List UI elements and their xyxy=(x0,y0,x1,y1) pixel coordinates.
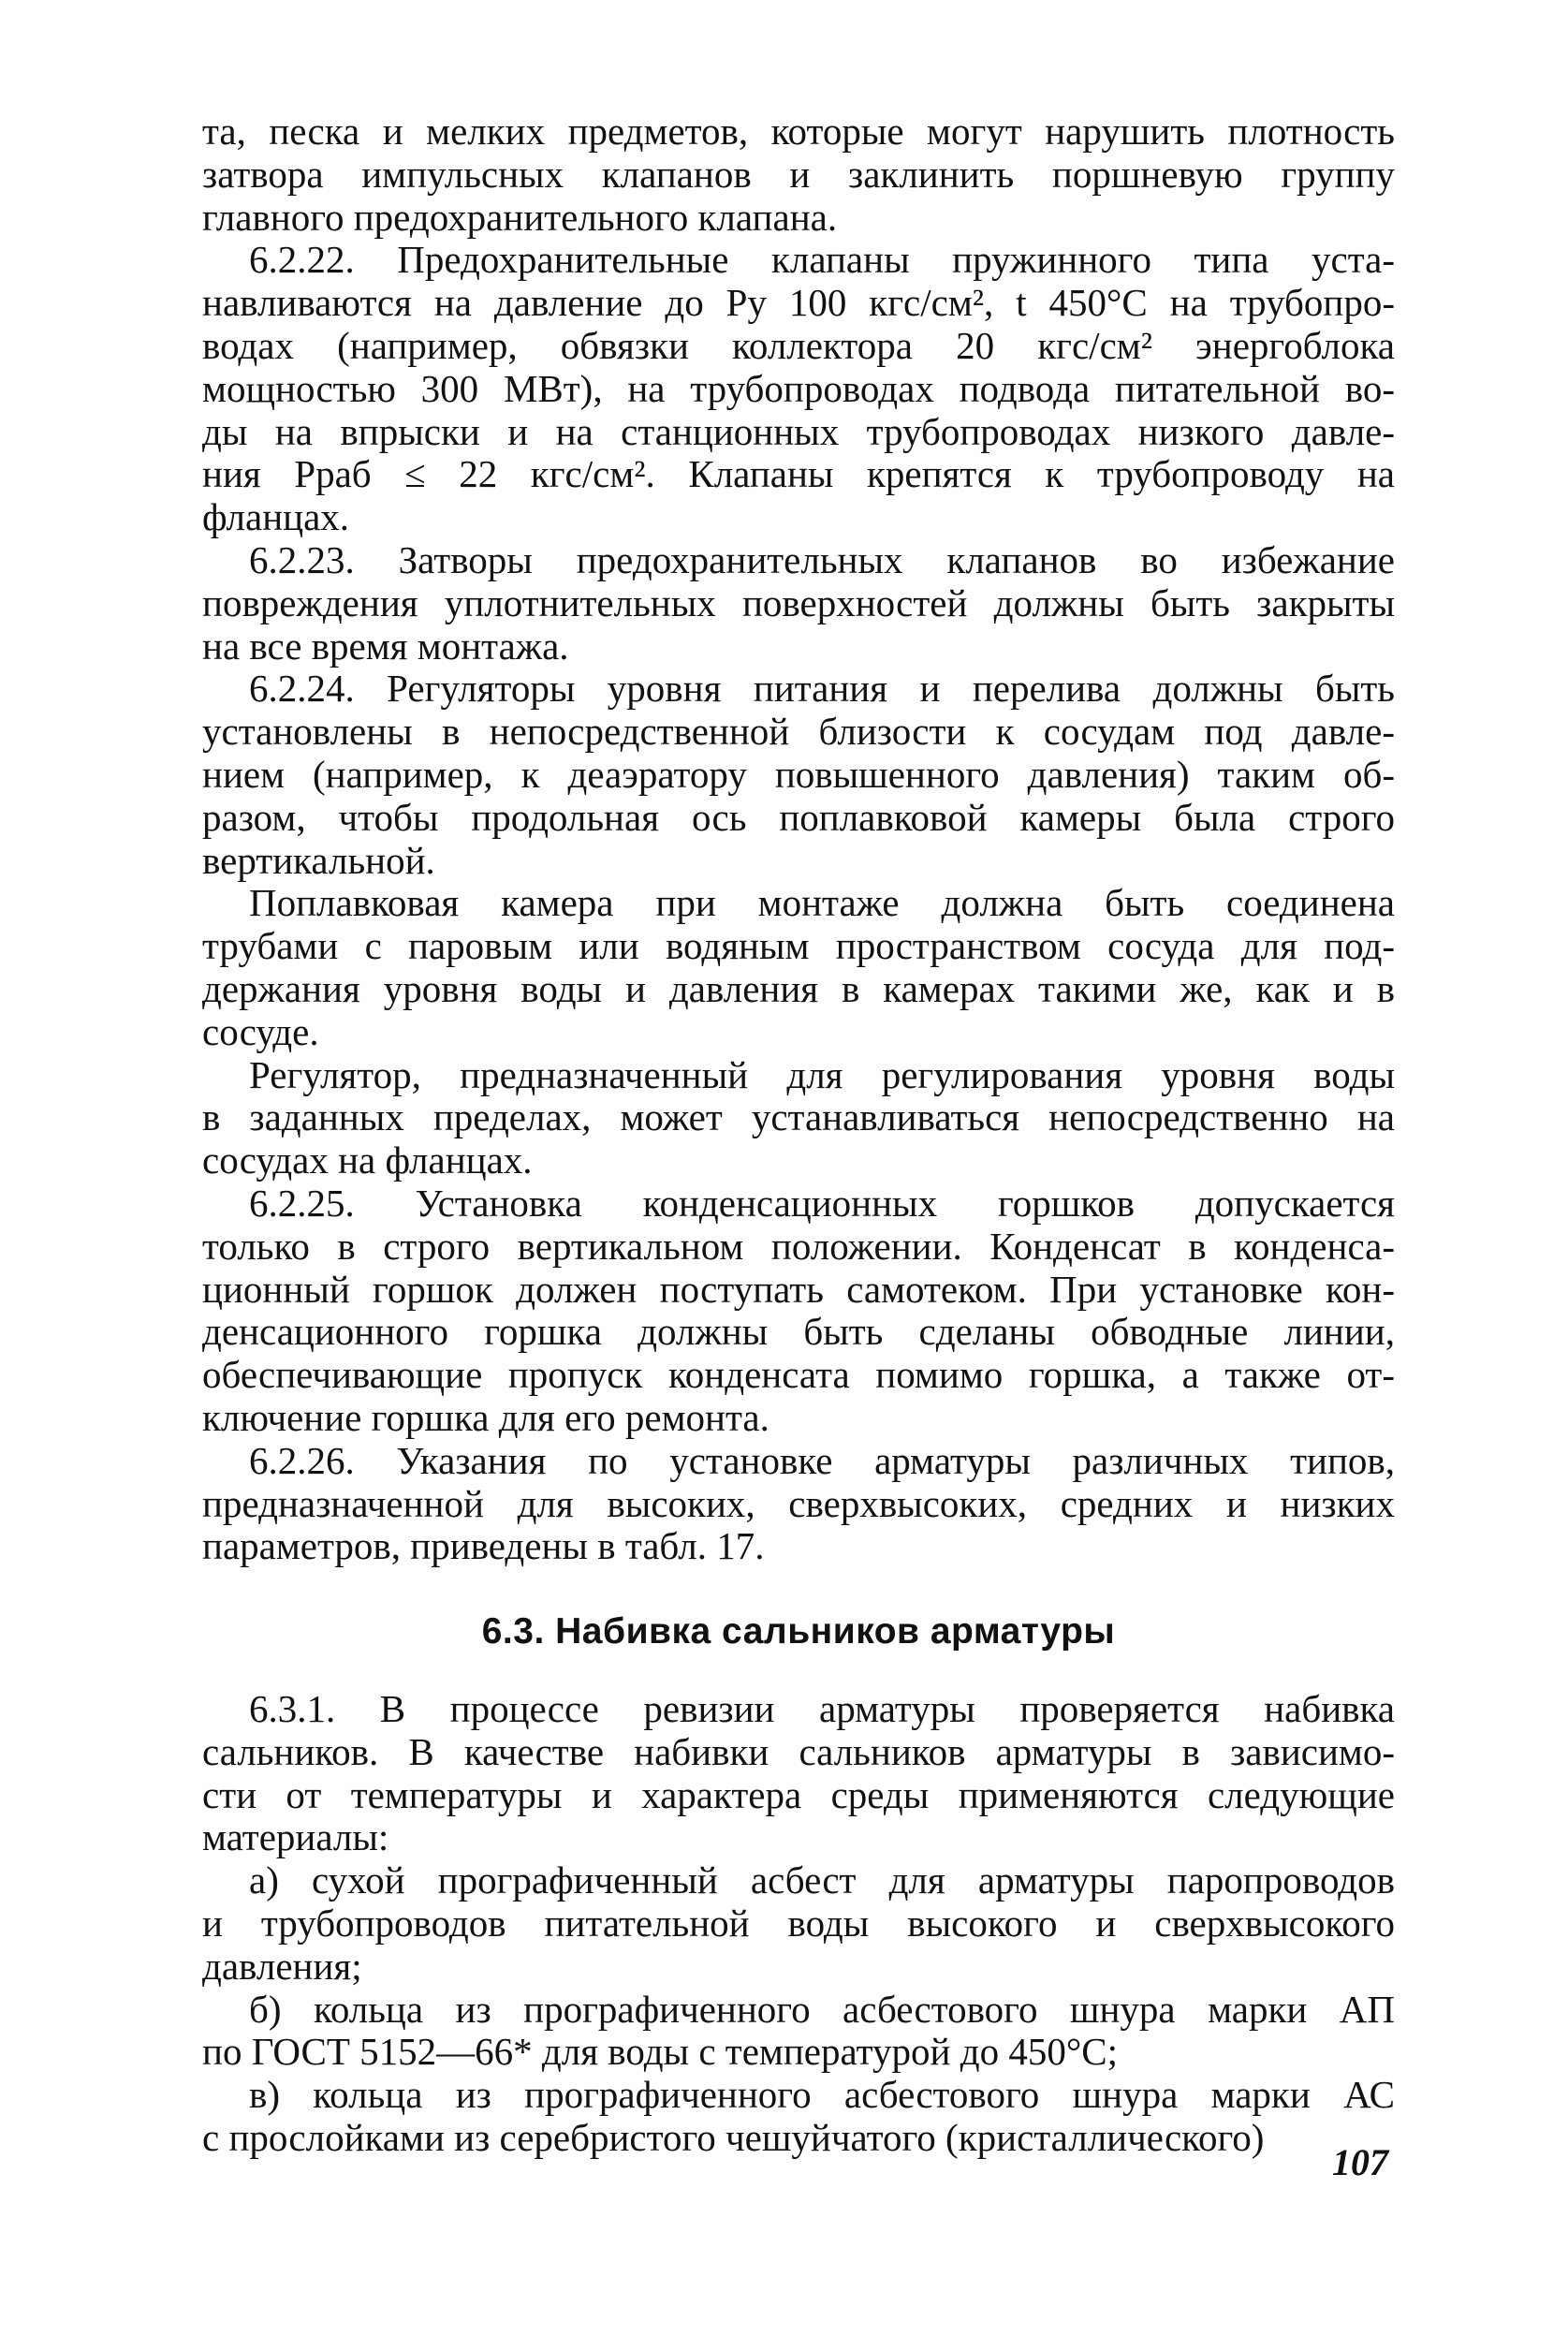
paragraph xyxy=(202,239,1395,539)
text-line: ния Pраб ≤ 22 кгс/см². Клапаны крепятся к трубопроводу на xyxy=(202,452,1395,496)
text-line: сосуде. xyxy=(202,1009,319,1053)
text-line: давления; xyxy=(202,1944,362,1988)
text-line: сти от температуры и характера среды применяются следующие xyxy=(202,1772,1395,1816)
text-line: главного предохранительного клапана. xyxy=(202,195,838,239)
text-line: 6.2.22. Предохранительные клапаны пружинного типа уста- xyxy=(249,238,1395,282)
text-line: 6.2.26. Указания по установке арматуры различных типов, xyxy=(249,1438,1395,1482)
paragraph xyxy=(202,1182,1395,1440)
text-line: только в строго вертикальном положении. Конденсат в конденса- xyxy=(202,1224,1395,1268)
text-line: держания уровня воды и давления в камерах такими же, как и в xyxy=(202,966,1395,1010)
text-line: нием (например, к деаэратору повышенного давления) таким об- xyxy=(202,752,1395,796)
text-line: та, песка и мелких предметов, которые могут нарушить плотность xyxy=(202,110,1395,153)
text-line: ционный горшок должен поступать самотеком. При установке кон- xyxy=(202,1267,1395,1311)
text-line: денсационного горшка должны быть сделаны обводные линии, xyxy=(202,1310,1395,1354)
text-line: навливаются на давление до Pу 100 кгс/см², t 450°С на трубопро- xyxy=(202,281,1395,325)
text-line: повреждения уплотнительных поверхностей должны быть закрыты xyxy=(202,580,1395,624)
text-line: Регулятор, предназначенный для регулирования уровня воды xyxy=(249,1052,1395,1096)
text-line: обеспечивающие пропуск конденсата помимо горшка, а также от- xyxy=(202,1353,1395,1397)
text-line: и трубопроводов питательной воды высокого и сверхвысокого xyxy=(202,1902,1395,1946)
text-line: материалы: xyxy=(202,1815,389,1859)
text-line: 6.2.25. Установка конденсационных горшков допускается xyxy=(249,1181,1395,1225)
text-line: на все время монтажа. xyxy=(202,624,569,668)
section-heading: 6.3. Набивка сальников арматуры xyxy=(481,1611,1116,1652)
text-line: сальников. В качестве набивки сальников арматуры в зависимо- xyxy=(202,1729,1395,1773)
text-line: фланцах. xyxy=(202,495,350,539)
text-line: вертикальной. xyxy=(202,838,435,882)
text-line: по ГОСТ 5152—66* для воды с температурой до 450°С; xyxy=(202,2030,1118,2074)
paragraph xyxy=(202,1688,1395,1859)
paragraph xyxy=(202,110,1395,239)
paragraph xyxy=(202,1440,1395,1568)
paragraph xyxy=(202,2074,1395,2160)
text-line: предназначенной для высоких, сверхвысоких, средних и низких xyxy=(202,1481,1395,1525)
paragraph xyxy=(202,539,1395,668)
text-line: 6.3.1. В процессе ревизии арматуры проверяется набивка xyxy=(249,1687,1395,1731)
text-line: в заданных пределах, может устанавливаться непосредственно на xyxy=(202,1095,1395,1139)
paragraph xyxy=(202,882,1395,1053)
paragraph xyxy=(202,668,1395,882)
text-line: параметров, приведены в табл. 17. xyxy=(202,1524,765,1568)
text-line: в) кольца из прографиченного асбестового шнура марки АС xyxy=(249,2073,1395,2117)
body-text xyxy=(202,110,1395,2160)
text-line: разом, чтобы продольная ось поплавковой камеры была строго xyxy=(202,795,1395,839)
text-line: б) кольца из прографиченного асбестового шнура марки АП xyxy=(249,1987,1395,2031)
paragraph xyxy=(202,1989,1395,2075)
text-line: ключение горшка для его ремонта. xyxy=(202,1395,769,1439)
text-line: трубами с паровым или водяным пространством сосуда для под- xyxy=(202,924,1395,968)
text-line: водах (например, обвязки коллектора 20 кгс/см² энергоблока xyxy=(202,323,1395,367)
text-line: с прослойками из серебристого чешуйчатого (кристаллического) xyxy=(202,2116,1265,2160)
text-line: Поплавковая камера при монтаже должна быть соединена xyxy=(249,881,1395,925)
text-line: 6.2.24. Регуляторы уровня питания и перелива должны быть xyxy=(249,667,1395,711)
text-line: сосудах на фланцах. xyxy=(202,1138,533,1182)
text-line: установлены в непосредственной близости к сосудам под давле- xyxy=(202,710,1395,754)
page-number: 107 xyxy=(1332,2141,1388,2183)
paragraph xyxy=(202,1054,1395,1182)
text-line: а) сухой прографиченный асбест для арматуры паропроводов xyxy=(249,1858,1395,1902)
text-line: затвора импульсных клапанов и заклинить поршневую группу xyxy=(202,152,1395,196)
text-line: 6.2.23. Затворы предохранительных клапанов во избежание xyxy=(249,537,1395,581)
text-line: мощностью 300 МВт), на трубопроводах подвода питательной во- xyxy=(202,366,1395,410)
paragraph xyxy=(202,1859,1395,1988)
text-line: ды на впрыски и на станционных трубопроводах низкого давле- xyxy=(202,409,1395,453)
